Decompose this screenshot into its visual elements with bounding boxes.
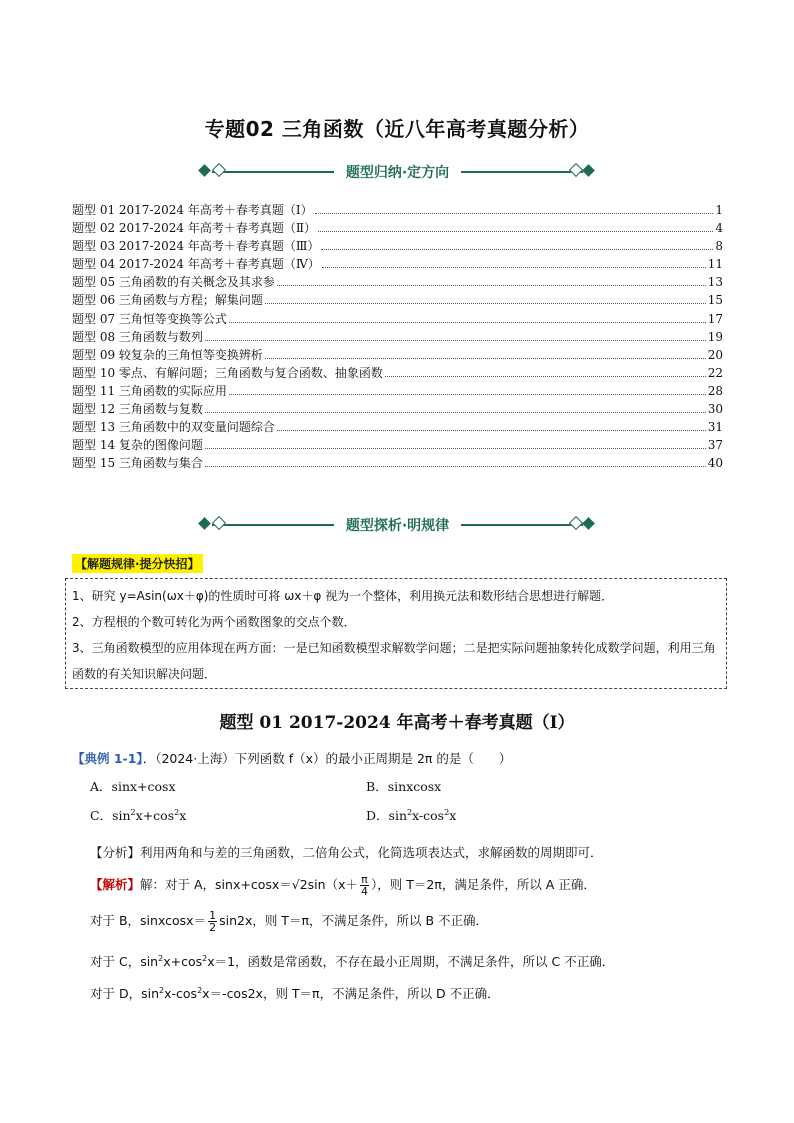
toc-leader-dots xyxy=(229,393,706,395)
toc-label: 题型 13 三角函数中的双变量问题综合 xyxy=(72,420,275,435)
toc-label: 题型 04 2017-2024 年高考＋春考真题（Ⅳ） xyxy=(72,257,320,272)
table-of-contents xyxy=(72,201,723,472)
toc-row[interactable] xyxy=(72,310,723,328)
toc-row[interactable] xyxy=(72,436,723,454)
toc-row[interactable] xyxy=(72,454,723,472)
toc-page-number: 19 xyxy=(707,329,723,344)
example-tag: 【典例 1-1】 xyxy=(72,751,143,766)
toc-leader-dots xyxy=(205,447,706,449)
option-c[interactable]: C．$\sin^2x+\cos^2x$ xyxy=(90,807,187,823)
toc-row[interactable] xyxy=(72,418,723,436)
toc-page-number: 15 xyxy=(707,293,723,308)
toc-page-number: 8 xyxy=(715,239,723,254)
toc-label: 题型 06 三角函数与方程；解集问题 xyxy=(72,293,263,308)
banner-label: 题型归纳·定方向 xyxy=(334,165,461,181)
option-a[interactable]: A．sinx+cosx xyxy=(90,779,176,794)
toc-row[interactable] xyxy=(72,219,723,237)
toc-leader-dots xyxy=(229,321,706,323)
toc-page-number: 30 xyxy=(707,402,723,417)
toc-row[interactable] xyxy=(72,255,723,273)
banner-label: 题型探析·明规律 xyxy=(334,518,461,534)
toc-leader-dots xyxy=(205,339,706,341)
toc-page-number: 4 xyxy=(715,221,723,236)
solution-b: 对于 B，sinxcosx＝ $\frac{1}{2}$ sin2x，则 T＝π，不满足条件，所以 B 不正确． xyxy=(90,909,488,934)
toc-label: 题型 02 2017-2024 年高考＋春考真题（Ⅱ） xyxy=(72,221,317,236)
toc-leader-dots xyxy=(322,266,706,268)
toc-leader-dots xyxy=(277,429,706,431)
toc-label: 题型 15 三角函数与集合 xyxy=(72,456,203,471)
toc-row[interactable] xyxy=(72,291,723,309)
toc-page-number: 17 xyxy=(707,311,723,326)
toc-page-number: 40 xyxy=(707,456,723,471)
toc-row[interactable] xyxy=(72,273,723,291)
toc-label: 题型 12 三角函数与复数 xyxy=(72,402,203,417)
toc-leader-dots xyxy=(265,357,706,359)
tip-item: 3、三角函数模型的应用体现在两方面：一是已知函数模型求解数学问题；二是把实际问题抽象转化成数学问题，利用三角函数的有关知识解决问题． xyxy=(72,641,716,681)
toc-label: 题型 11 三角函数的实际应用 xyxy=(72,383,227,398)
example-question xyxy=(72,749,732,767)
toc-row[interactable] xyxy=(72,346,723,364)
toc-row[interactable] xyxy=(72,328,723,346)
toc-label: 题型 14 复杂的图像问题 xyxy=(72,438,203,453)
toc-label: 题型 03 2017-2024 年高考＋春考真题（Ⅲ） xyxy=(72,239,320,254)
toc-leader-dots xyxy=(265,302,706,304)
toc-leader-dots xyxy=(318,230,713,232)
tip-item: 1、研究 y=Asin(ωx＋φ)的性质时可将 ωx＋φ 视为一个整体，利用换元法和数形结合思想进行解题． xyxy=(72,589,614,603)
toc-label: 题型 05 三角函数的有关概念及其求参 xyxy=(72,275,275,290)
toc-label: 题型 01 2017-2024 年高考＋春考真题（Ⅰ） xyxy=(72,203,313,217)
toc-page-number: 28 xyxy=(707,383,723,398)
section-title: 题型 01 2017-2024 年高考＋春考真题（Ⅰ） xyxy=(219,713,575,733)
solution-tag: 【解析】 xyxy=(90,877,141,892)
fraction-one-half: $\frac{1}{2}$ xyxy=(209,909,217,934)
toc-page-number: 1 xyxy=(715,203,723,217)
toc-label: 题型 09 较复杂的三角恒等变换辨析 xyxy=(72,347,263,362)
toc-page-number: 37 xyxy=(707,438,723,453)
page-title: 专题02 三角函数（近八年高考真题分析） xyxy=(204,117,590,141)
toc-row[interactable] xyxy=(72,400,723,418)
toc-row[interactable] xyxy=(72,201,723,219)
solution-c: 对于 C，$\sin^2x+\cos^2x=1$，函数是常函数，不存在最小正周期，不满足条件，所以 C 不正确． xyxy=(90,953,615,969)
section-banner-toc xyxy=(200,161,595,183)
toc-row[interactable] xyxy=(72,364,723,382)
tips-tag: 【解题规律·提分快招】 xyxy=(72,554,203,573)
toc-row[interactable] xyxy=(72,237,723,255)
section-banner-analysis xyxy=(200,514,595,536)
toc-page-number: 20 xyxy=(707,347,723,362)
analysis-tag: 【分析】 xyxy=(90,845,141,860)
toc-label: 题型 08 三角函数与数列 xyxy=(72,329,203,344)
toc-leader-dots xyxy=(321,248,713,250)
solution-d: 对于 D，$\sin^2x-\cos^2x=-\cos 2x$，则 T＝π，不满足条件，所以 D 不正确． xyxy=(90,985,500,1001)
fraction-pi-over-4: $\frac{\pi}{4}$ xyxy=(360,873,368,898)
toc-leader-dots xyxy=(205,411,706,413)
toc-label: 题型 10 零点、有解问题；三角函数与复合函数、抽象函数 xyxy=(72,365,383,380)
solution-a: 【解析】解：对于 A，sinx+cosx＝√2sin（x＋ $\frac{\pi}{4}$ ），则 T＝2π，满足条件，所以 A 正确． xyxy=(90,873,596,898)
toc-page-number: 11 xyxy=(707,257,723,272)
option-b[interactable]: B．sinxcosx xyxy=(366,779,442,794)
toc-page-number: 13 xyxy=(707,275,723,290)
tip-item: 2、方程根的个数可转化为两个函数图象的交点个数． xyxy=(72,615,356,629)
tips-box xyxy=(65,578,727,689)
toc-label: 题型 07 三角恒等变换等公式 xyxy=(72,311,227,326)
toc-leader-dots xyxy=(315,212,714,214)
toc-row[interactable] xyxy=(72,382,723,400)
analysis: 【分析】利用两角和与差的三角函数，二倍角公式，化简选项表达式，求解函数的周期即可． xyxy=(90,845,603,860)
toc-leader-dots xyxy=(385,375,706,377)
toc-leader-dots xyxy=(277,284,706,286)
toc-leader-dots xyxy=(205,465,706,467)
toc-page-number: 31 xyxy=(707,420,723,435)
option-d[interactable]: D．$\sin^2x-\cos^2x$ xyxy=(366,807,457,823)
toc-page-number: 22 xyxy=(707,365,723,380)
question-text: ．（2024·上海）下列函数 f（x）的最小正周期是 2π 的是（ ） xyxy=(142,751,512,766)
